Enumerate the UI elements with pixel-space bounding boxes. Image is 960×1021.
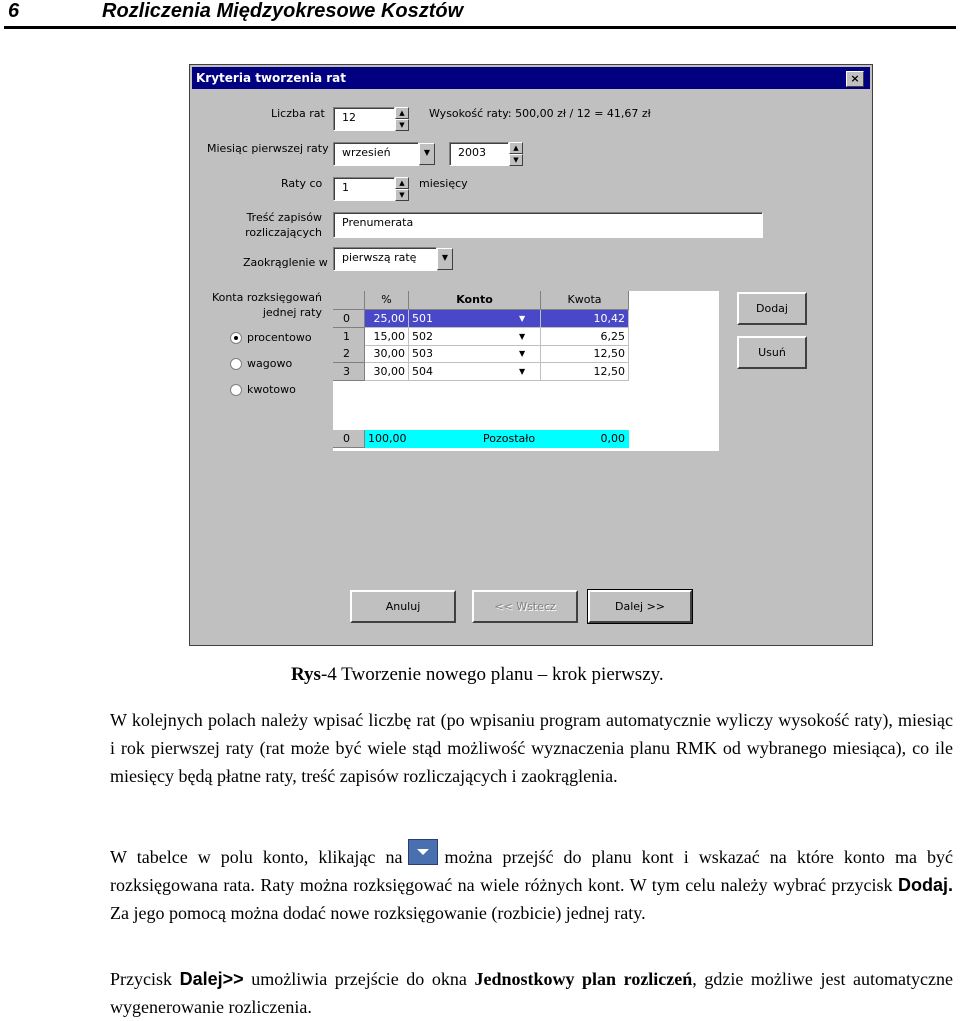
wstecz-button[interactable]: << Wstecz xyxy=(472,590,578,623)
p2-text-c: Za jego pomocą można dodać nowe rozksięgowanie (rozbicie) jednej raty. xyxy=(110,903,646,923)
grid-row-header: 2 xyxy=(333,345,365,363)
grid-cell-konto[interactable]: 502 xyxy=(409,328,541,346)
paragraph-2 xyxy=(110,839,953,927)
spin-down-icon[interactable]: ▼ xyxy=(395,119,409,131)
grid-cell-pct[interactable]: 25,00 xyxy=(365,310,409,328)
chevron-down-icon[interactable]: ▼ xyxy=(519,349,526,358)
page-number: 6 xyxy=(8,0,20,22)
accounts-grid[interactable] xyxy=(333,291,719,451)
p3-text-a: Przycisk xyxy=(110,969,172,989)
grid-cell-pct[interactable]: 30,00 xyxy=(365,345,409,363)
miesiecy-label: miesięcy xyxy=(419,177,468,190)
tresc-input[interactable]: Prenumerata xyxy=(333,212,763,238)
caption-prefix: Rys xyxy=(291,664,321,685)
dialog-titlebar xyxy=(192,67,870,89)
radio-wagowo[interactable] xyxy=(230,357,330,373)
radio-button[interactable] xyxy=(230,384,242,396)
grid-cell-pct[interactable]: 15,00 xyxy=(365,328,409,346)
criteria-dialog xyxy=(189,64,873,646)
figure-caption xyxy=(291,664,664,686)
grid-corner xyxy=(333,291,365,310)
dialog-title: Kryteria tworzenia rat xyxy=(196,71,347,85)
liczba-rat-spinner[interactable] xyxy=(395,107,409,131)
liczba-rat-input[interactable]: 12 xyxy=(333,107,395,131)
dodaj-button[interactable]: Dodaj xyxy=(737,292,807,325)
grid-cell-kwota[interactable]: 10,42 xyxy=(541,310,629,328)
zaokraglenie-label: Zaokrąglenie w xyxy=(243,256,328,269)
grid-cell-pct[interactable]: 30,00 xyxy=(365,363,409,381)
grid-row-header: 1 xyxy=(333,328,365,346)
close-button[interactable] xyxy=(846,71,864,87)
header-rule xyxy=(4,26,956,29)
radio-label: kwotowo xyxy=(247,383,296,396)
grid-cell-kwota[interactable]: 6,25 xyxy=(541,328,629,346)
zaokraglenie-select[interactable]: pierwszą ratę xyxy=(333,247,437,271)
konta-label-2: jednej raty xyxy=(262,306,322,319)
spin-up-icon[interactable]: ▲ xyxy=(395,177,409,189)
rok-spinner[interactable] xyxy=(509,142,523,166)
spin-down-icon[interactable]: ▼ xyxy=(395,189,409,201)
grid-cell-konto[interactable]: 503 xyxy=(409,345,541,363)
spin-up-icon[interactable]: ▲ xyxy=(395,107,409,119)
p3-window-name: Jednostkowy plan rozliczeń xyxy=(474,969,693,989)
p2-dodaj-ref: Dodaj. xyxy=(898,875,954,895)
summary-label: Pozostało xyxy=(483,432,536,445)
summary-pct: 100,00 xyxy=(368,432,407,445)
radio-kwotowo[interactable] xyxy=(230,383,330,399)
close-icon: × xyxy=(850,72,860,85)
konta-label-1: Konta rozksięgowań xyxy=(211,291,322,304)
chevron-down-icon[interactable]: ▼ xyxy=(519,331,526,341)
dalej-button[interactable]: Dalej >> xyxy=(588,590,692,623)
p2-text-b: można przejść do planu kont i wskazać na które konto ma być rozksięgowana rata. Raty można rozksięgować na wiele różnych kont. W tym celu należy wybrać przycisk xyxy=(110,847,954,895)
miesiac-select[interactable]: wrzesień xyxy=(333,142,419,166)
grid-row-header: 0 xyxy=(333,310,365,328)
radio-label: procentowo xyxy=(247,331,312,344)
tresc-label-2: rozliczających xyxy=(245,226,322,239)
grid-cell-konto[interactable]: 504 xyxy=(409,363,541,381)
summary-row-header: 0 xyxy=(333,430,365,448)
radio-procentowo[interactable] xyxy=(230,331,330,347)
wysokosc-raty-text: Wysokość raty: 500,00 zł / 12 = 41,67 zł xyxy=(429,107,651,120)
raty-co-spinner[interactable] xyxy=(395,177,409,201)
grid-header-kwota: Kwota xyxy=(541,291,629,310)
spin-up-icon[interactable]: ▲ xyxy=(509,142,523,154)
liczba-rat-label: Liczba rat xyxy=(271,107,325,120)
grid-header-konto: Konto xyxy=(409,291,541,310)
usun-button[interactable]: Usuń xyxy=(737,336,807,369)
raty-co-label: Raty co xyxy=(281,177,323,190)
spin-down-icon[interactable]: ▼ xyxy=(509,154,523,166)
rok-input[interactable]: 2003 xyxy=(449,142,509,166)
chevron-down-icon[interactable]: ▼ xyxy=(419,143,435,165)
grid-row-header: 3 xyxy=(333,363,365,381)
raty-co-input[interactable]: 1 xyxy=(333,177,395,201)
p3-text-b: umożliwia przejście do okna xyxy=(251,969,467,989)
tresc-label-1: Treść zapisów xyxy=(246,211,322,224)
p2-text-a: W tabelce w polu konto, klikając na xyxy=(110,847,403,867)
radio-button[interactable] xyxy=(230,358,242,370)
caption-text: -4 Tworzenie nowego planu – krok pierwszy. xyxy=(320,664,664,685)
chevron-down-icon[interactable]: ▼ xyxy=(519,366,526,376)
grid-cell-konto[interactable]: 501 xyxy=(409,310,541,328)
grid-cell-kwota[interactable]: 12,50 xyxy=(541,363,629,381)
paragraph-3 xyxy=(110,965,953,1021)
grid-header-pct: % xyxy=(365,291,409,310)
anuluj-button[interactable]: Anuluj xyxy=(350,590,456,623)
chevron-down-icon[interactable]: ▼ xyxy=(437,248,453,270)
paragraph-1: W kolejnych polach należy wpisać liczbę rat (po wpisaniu program automatycznie wyliczy wysokość raty), miesiąc i rok pierwszej raty (rat może być wiele stąd możliwość wyznaczenia planu RMK od wybranego miesiąca), co ile miesięcy będą płatne raty, treść zapisów rozliczających i zaokrąglenia. xyxy=(110,710,953,786)
grid-cell-kwota[interactable]: 12,50 xyxy=(541,345,629,363)
radio-label: wagowo xyxy=(247,357,293,370)
miesiac-label: Miesiąc pierwszej raty xyxy=(207,142,329,155)
radio-button[interactable] xyxy=(230,332,242,344)
chevron-down-icon[interactable]: ▼ xyxy=(519,314,526,323)
summary-value: 0,00 xyxy=(600,432,625,445)
dropdown-arrow-icon xyxy=(408,839,438,865)
p3-text-c: , gdzie możliwe jest automatyczne wygenerowanie rozliczenia. xyxy=(110,969,954,1017)
header-title: Rozliczenia Międzyokresowe Kosztów xyxy=(102,0,464,22)
p3-dalej-ref: Dalej>> xyxy=(179,969,244,989)
